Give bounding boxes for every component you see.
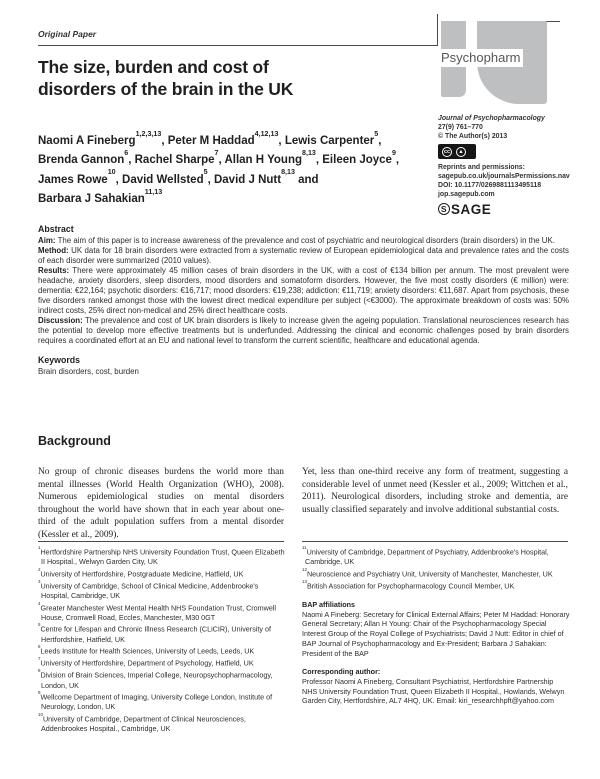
affiliation-footnote: $^6$Leeds Institute for Health Sciences, University of Leeds, Leeds, UK [38,644,255,656]
abstract-results-label: Results: [38,265,70,275]
sage-publisher-logo: S SAGE [438,203,596,215]
bap-affiliations-block [302,600,570,658]
author: James Rowe [38,173,108,186]
author: Peter M Haddad [167,134,255,147]
author: Naomi A Fineberg [38,134,136,147]
journal-logo-wordmark: Psychopharm [438,49,523,67]
affiliation-footnote: $^1$Hertfordshire Partnership NHS University Foundation Trust, Queen Elizabeth II Hospital., Welwyn Garden City, UK [38,545,285,567]
affiliations-right-column [302,545,570,706]
reprints-label: Reprints and permissions: [438,164,525,171]
author-affiliation-sup: 1,2,3,13 [135,129,162,138]
abstract-results: Results: There were approximately 45 million cases of brain disorders in the UK, with a cost of €134 billion per annum. The most prevalent were headache, anxiety disorders, sleep disorders, mood disorders and somatoform disorders. However, the five most costly disorders (€ million) were: dementia: €22,164; psychotic disorders: €16,717; mood disorders: €19,238; addiction: €11,719; anxiety disorders: €11,687. Apart from psychosis, these five disorders ranked amongst those with the lowest direct medical expenditure per subject (<€3000). The approximate breakdown of costs was: 50% indirect costs, 25% direct non-medical and 25% direct healthcare costs. [38,265,569,315]
abstract-section [38,224,569,377]
author: Barbara J Sahakian [38,192,145,205]
journal-website: jop.sagepub.com [438,191,495,198]
doi: DOI: 10.1177/0269881113495118 [438,182,542,189]
affiliation-footnote: $^5$Centre for Lifespan and Chronic Illness Research (CLiCIR), University of Hertfordshire, Hatfield, UK [38,622,271,644]
title-line-1: The size, burden and cost of [38,57,269,77]
bap-affiliations-text: Naomi A Fineberg: Secretary for Clinical External Affairs; Peter M Haddad: Honorary General Secretary; Allan H Young: Chair of the Psychopharmacology Special Interest Group of the Royal College of Psychiatrists; David J Nutt: Editor in chief of BAP Journal of Psychopharmacology and Ex-President; Barbara J Sahakian: President of the BAP [302,609,570,658]
keywords-text: Brain disorders, cost, burden [38,367,139,377]
author-affiliation-sup: 10 [107,168,116,177]
journal-issue: 27(9) 761–770 [438,124,483,131]
corresponding-author-text: Professor Naomi A Fineberg, Consultant Psychiatrist, Hertfordshire Partnership NHS University Foundation Trust, Queen Elizabeth II Hospital., Howlands, Welwyn Garden City, Hertfordshire, AL7 4HQ, UK. Email: kiri_researchhpft@yahoo.com [302,676,565,706]
bap-affiliations-heading: BAP affiliations [302,599,355,609]
affiliation-footnote: $^{10}$University of Cambridge, Department of Clinical Neurosciences, Addenbrookes Hospital., Cambridge, UK [38,712,246,734]
affiliation-footnote: $^7$University of Hertfordshire, Department of Psychology, Hatfield, UK [38,656,254,668]
author: David Wellsted [122,173,204,186]
affiliations-left-column [38,545,286,734]
affiliation-footnote: $^4$Greater Manchester West Mental Health NHS Foundation Trust, Cromwell House, Cromwell Road, Eccles, Manchester, M30 0GT [38,600,277,622]
abstract-discussion: Discussion: The prevalence and cost of UK brain disorders is likely to increase given the ageing population. Translational neurosciences research has the potential to develop more effective treatments but is underfunded. Addressing the clinical and economic challenges posed by brain disorders requires a coordinated effort at an EU and national level to transform the current scientific, healthcare and educational agenda. [38,315,569,345]
abstract-heading: Abstract [38,224,74,234]
author-separator: , [218,154,225,167]
background-paragraph-left: No group of chronic diseases burdens the world more than mental illnesses (World Health Organization (WHO), 2008). Numerous epidemiological studies on mental disorders throughout the world have shown that in each year about one-third of the adult population suffers from a mental disorder (Kessler et al., 2009). [38,467,284,540]
abstract-method-label: Method: [38,245,69,255]
author-affiliation-sup: 7 [214,149,219,158]
article-type-label: Original Paper [38,29,97,39]
journal-copyright: © The Author(s) 2013 [438,133,508,140]
author-affiliation-sup: 8,13 [281,168,295,177]
abstract-method: Method: UK data for 18 brain disorders were extracted from a systematic review of European epidemiological data and prevalence rates and the costs of each disorder were summarized (2010 values). [38,245,569,265]
affiliation-footnote: $^{12}$Neuroscience and Psychiatry Unit, University of Manchester, Manchester, UK [302,566,553,579]
cc-icon: cc [443,148,451,155]
author-separator: , [378,134,382,147]
author-separator: and [294,173,319,186]
footnote-rule-right [302,541,568,542]
author-affiliation-sup: 9 [391,149,396,158]
journal-info-block [438,114,596,215]
author-affiliation-sup: 5 [203,168,208,177]
author: Brenda Gannon [38,154,125,167]
author-list [38,130,438,207]
author: Rachel Sharpe [134,154,215,167]
page-title [38,56,438,100]
affiliation-footnote: $^3$University of Cambridge, School of Clinical Medicine, Addenbrooke's Hospital, Cambridge, UK [38,578,259,600]
title-line-2: disorders of the brain in the UK [38,79,294,99]
abstract-aim: Aim: The aim of this paper is to increase awareness of the prevalence and cost of psychiatric and neurological disorders (brain disorders) in the UK. [38,236,555,245]
author: David J Nutt [213,173,282,186]
affiliation-footnote: $^{13}$British Association for Psychopharmacology Council Member, UK [302,578,515,591]
reprints-url: sagepub.co.uk/journalsPermissions.nav [438,173,570,180]
keywords-heading: Keywords [38,355,81,366]
cc-by-license-icon [438,144,476,163]
author-affiliation-sup: 8,13 [302,149,316,158]
author-separator: , [115,173,123,186]
header-rule [38,45,437,46]
affiliation-footnote: $^2$University of Hertfordshire, Postgraduate Medicine, Hatfield, UK [38,566,244,579]
affiliation-footnote: $^9$Wellcome Department of Imaging, University College London, Institute of Neurology, London, UK [38,690,273,712]
cc-by-person-icon: ▲ BY [456,147,466,157]
corresponding-author-heading: Corresponding author: [302,667,381,677]
journal-name: Journal of Psychopharmacology [438,115,545,122]
author-affiliation-sup: 6 [124,149,129,158]
background-paragraph-right: Yet, less than one-third receive any form of treatment, suggesting a considerable level of unmet need (Kessler et al., 2009; Wittchen et al., 2011). Neurological disorders, including stroke and dementia, are usually classified separately and involve additional substantial costs. [302,467,568,515]
author-affiliation-sup: 11,13 [144,187,163,196]
background-heading: Background [38,434,111,448]
author-separator: , [161,134,168,147]
affiliation-footnote: $^8$Division of Brain Sciences, Imperial College, Neuropsychopharmacology, London, UK [38,668,273,690]
author: Allan H Young [224,154,302,167]
sage-s-icon: S [438,203,450,215]
author-affiliation-sup: 5 [374,129,379,138]
author-affiliation-sup: 4,12,13 [254,129,279,138]
author-separator: , [278,134,285,147]
corresponding-author-block [302,667,570,706]
logo-frame-line-vertical [437,14,438,46]
author: Lewis Carpenter [284,134,375,147]
keywords-block [38,355,569,377]
abstract-aim-label: Aim: [38,236,56,245]
abstract-discussion-label: Discussion: [38,315,83,325]
footnote-rule-left [38,541,284,542]
author: Eileen Joyce [322,154,392,167]
author-separator: , [207,173,214,186]
affiliation-footnote: $^{11}$University of Cambridge, Department of Psychiatry, Addenbrooke's Hospital, Cambridge, UK [302,545,549,567]
author-separator: , [128,154,135,167]
author-separator: , [315,154,323,167]
author-separator: , [395,154,400,167]
